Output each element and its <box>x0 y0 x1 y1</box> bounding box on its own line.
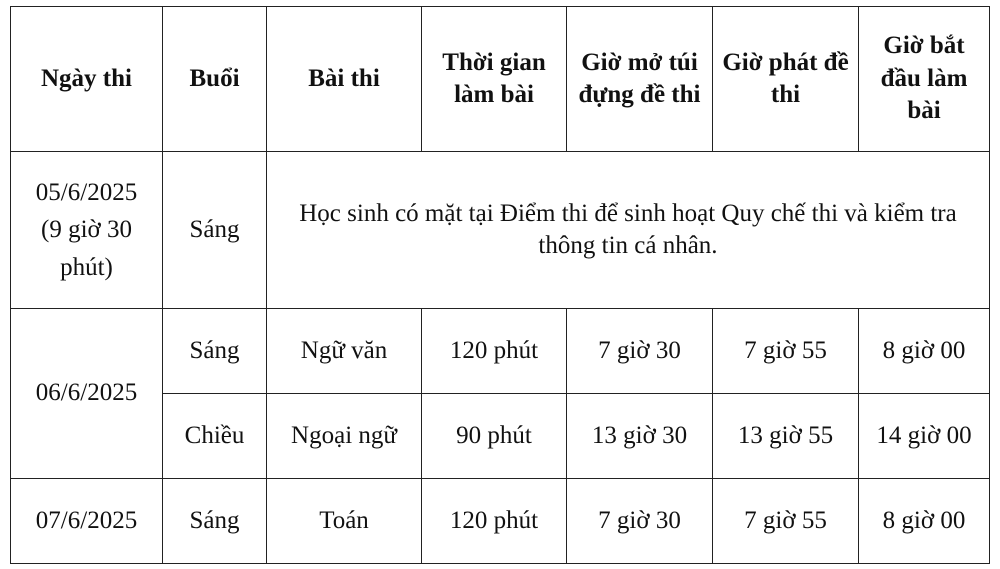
intro-date: 05/6/2025 <box>35 178 138 206</box>
header-start: Giờ bắt đầu làm bài <box>859 7 990 152</box>
cell-date <box>11 152 163 309</box>
cell-date: 07/6/2025 <box>11 479 163 564</box>
header-subject: Bài thi <box>267 7 422 152</box>
header-duration: Thời gian làm bài <box>422 7 567 152</box>
header-distribute: Giờ phát đề thi <box>713 7 859 152</box>
cell-start: 14 giờ 00 <box>859 394 990 479</box>
table-row <box>11 152 990 309</box>
intro-time: (9 giờ 30 phút) <box>41 216 132 281</box>
cell-open-envelope: 13 giờ 30 <box>567 394 713 479</box>
cell-open-envelope: 7 giờ 30 <box>567 479 713 564</box>
header-session: Buổi <box>163 7 267 152</box>
cell-duration: 120 phút <box>422 309 567 394</box>
cell-subject: Ngữ văn <box>267 309 422 394</box>
cell-start: 8 giờ 00 <box>859 309 990 394</box>
cell-distribute: 7 giờ 55 <box>713 309 859 394</box>
cell-session: Sáng <box>163 309 267 394</box>
cell-duration: 120 phút <box>422 479 567 564</box>
header-date: Ngày thi <box>11 7 163 152</box>
cell-session: Sáng <box>163 152 267 309</box>
cell-intro-message: Học sinh có mặt tại Điểm thi để sinh hoạt Quy chế thi và kiểm tra thông tin cá nhân. <box>267 152 990 309</box>
header-open-envelope: Giờ mở túi đựng đề thi <box>567 7 713 152</box>
cell-session: Chiều <box>163 394 267 479</box>
cell-open-envelope: 7 giờ 30 <box>567 309 713 394</box>
cell-duration: 90 phút <box>422 394 567 479</box>
cell-distribute: 7 giờ 55 <box>713 479 859 564</box>
cell-start: 8 giờ 00 <box>859 479 990 564</box>
cell-date: 06/6/2025 <box>11 309 163 479</box>
cell-subject: Ngoại ngữ <box>267 394 422 479</box>
cell-distribute: 13 giờ 55 <box>713 394 859 479</box>
exam-schedule-table <box>10 6 990 564</box>
table-row <box>11 479 990 564</box>
cell-subject: Toán <box>267 479 422 564</box>
table-row <box>11 309 990 394</box>
header-row <box>11 7 990 152</box>
cell-session: Sáng <box>163 479 267 564</box>
